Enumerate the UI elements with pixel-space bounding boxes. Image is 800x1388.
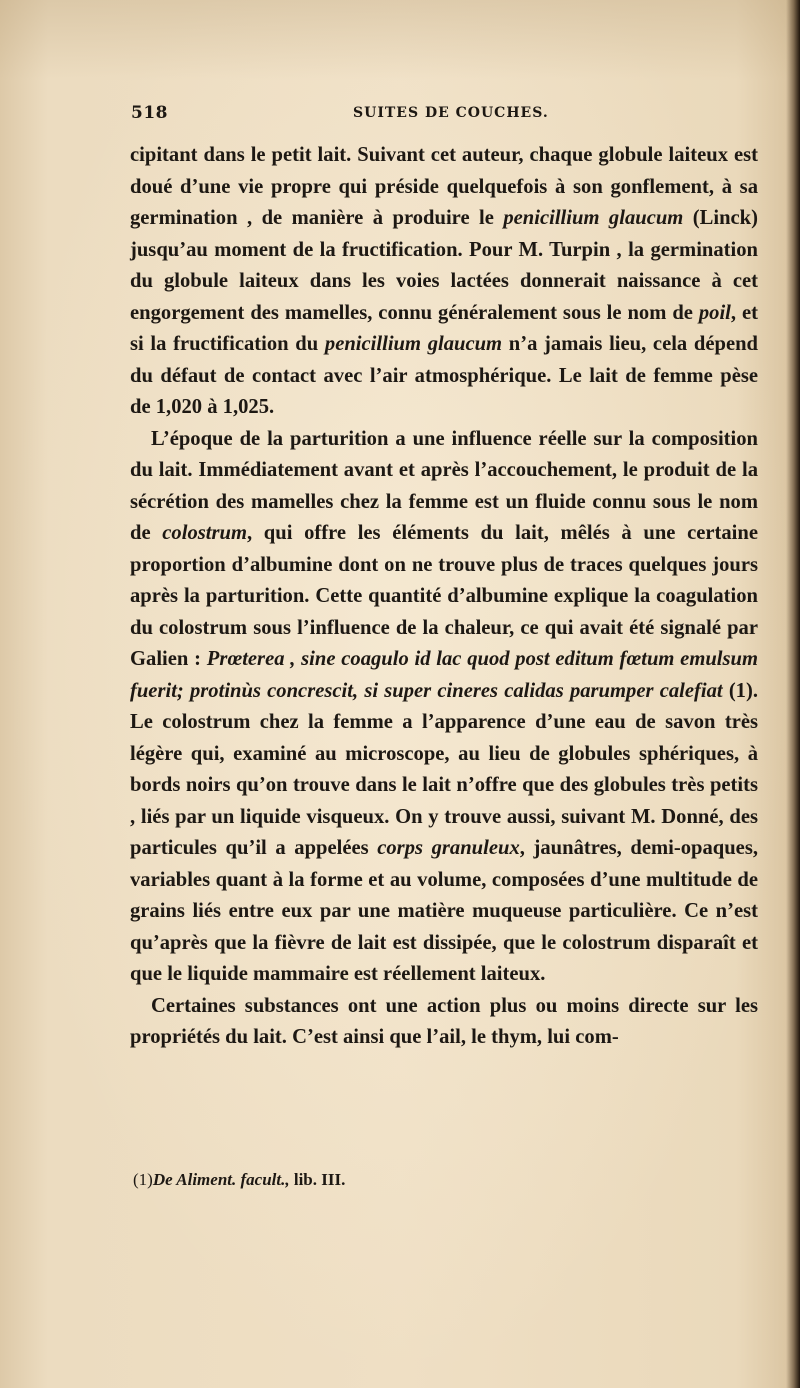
footnote-source: De Aliment. facult., — [152, 1170, 290, 1189]
latin-quotation: Prœterea , sine coagulo id lac quod post editum fœtum emulsum fuerit; protinùs concrescit, si super cineres calidas parumper calefiat — [130, 648, 758, 702]
paragraph-2: L’époque de la parturition a une influence réelle sur la composition du lait. Immédiatement avant et après l’accouchement, le produit de la sécrétion des mamelles chez la femme est un fluide connu sous le nom de colostrum, qui offre les éléments du lait, mêlés à une certaine proportion d’albumine dont on ne trouve plus de traces quelques jours après la parturition. Cette quantité d’albumine explique la coagulation du colostrum sous l’influence de la chaleur, ce qui avait été signalé par Galien : Prœterea , sine coagulo id lac quod post editum fœtum emulsum fuerit; protinùs concrescit, si super cineres calidas parumper calefiat (1). Le colostrum chez la femme a l’apparence d’une eau de savon très légère qui, examiné au microscope, au lieu de globules sphériques, à bords noirs qu’on trouve dans le lait n’offre que des globules très petits , liés par un liquide visqueux. On y trouve aussi, suivant M. Donné, des particules qu’il a appelées corps granuleux, jaunâtres, demi-opaques, variables quant à la forme et au volume, composées d’une multitude de grains liés entre eux par une matière muqueuse particulière. Ce n’est qu’après que la fièvre de lait est dissipée, que le colostrum disparaît et que le liquide mammaire est réellement laiteux. — [130, 427, 758, 985]
paragraph-1: cipitant dans le petit lait. Suivant cet auteur, chaque globule laiteux est doué d’une vie propre qui préside quelquefois à son gonflement, à sa germination , de manière à produire le penicillium glaucum (Linck) jusqu’au moment de la fructification. Pour M. Turpin , la germination du globule laiteux dans les voies lactées donnerait naissance à cet engorgement des mamelles, connu généralement sous le nom de poil, et si la fructification du penicillium glaucum n’a jamais lieu, cela dépend du défaut de contact avec l’air atmosphérique. Le lait de femme pèse de 1,020 à 1,025. — [130, 144, 758, 418]
page-header — [128, 103, 768, 127]
taxon-name: penicillium glaucum — [503, 207, 684, 229]
body-text — [130, 140, 758, 1054]
term-poil: poil — [698, 301, 731, 324]
book-spine-shadow — [786, 0, 800, 1388]
footnote-reference[interactable]: (1) — [722, 679, 753, 702]
term-corps-granuleux: corps granuleux — [377, 837, 520, 859]
footnote-number: (1) — [133, 1170, 153, 1189]
page-wear — [0, 0, 800, 80]
page-number: 518 — [131, 103, 168, 123]
running-title: SUITES DE COUCHES. — [353, 105, 549, 121]
footnote-detail: lib. III. — [289, 1170, 346, 1189]
footnote — [133, 1169, 345, 1191]
taxon-name: penicillium glaucum — [324, 333, 503, 355]
term-colostrum: colostrum — [162, 522, 247, 544]
paragraph-3: Certaines substances ont une action plus ou moins directe sur les propriétés du lait. C’est ainsi que l’ail, le thym, lui com- — [130, 994, 758, 1048]
